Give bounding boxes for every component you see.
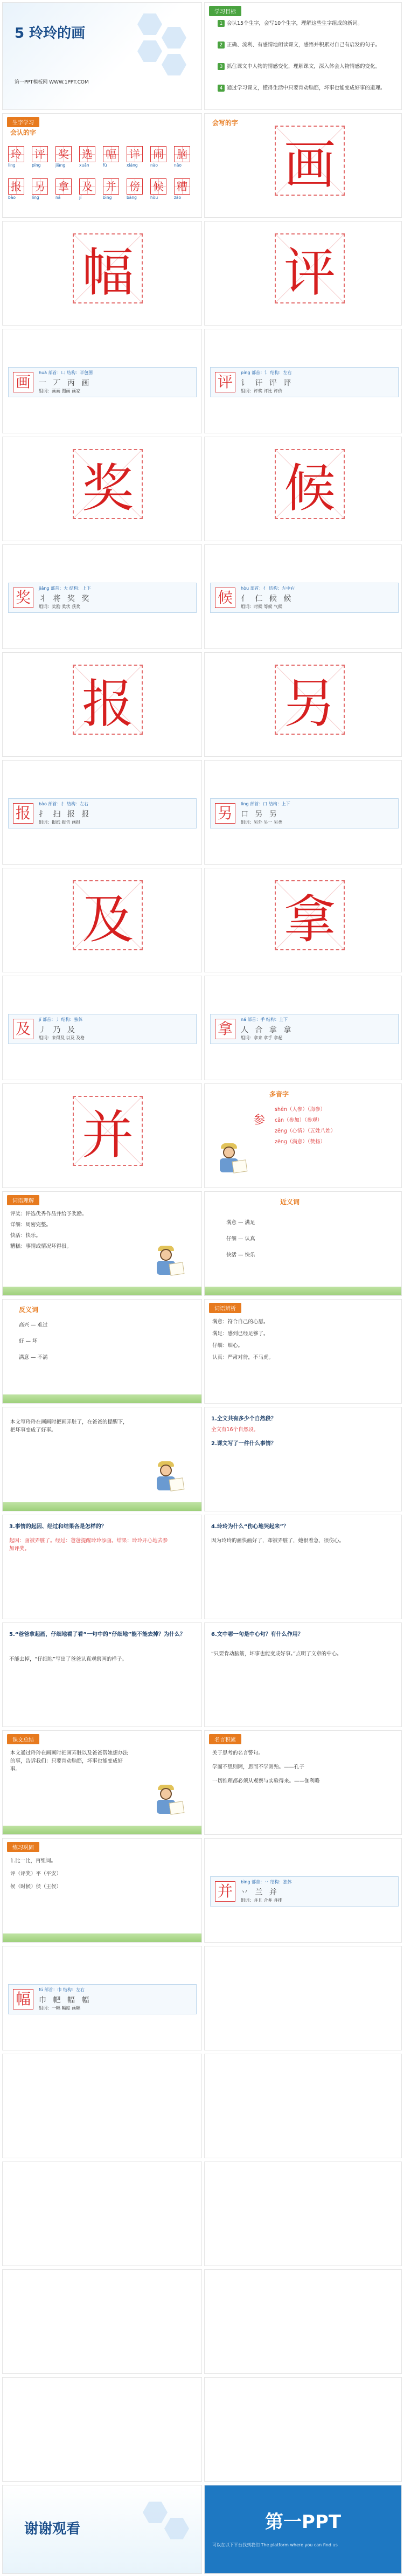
polyphone-char: 参 xyxy=(253,1114,266,1127)
slide-antonyms xyxy=(2,1299,202,1404)
pinyin: hòu xyxy=(150,195,158,200)
slide-blank xyxy=(2,2269,202,2374)
answer-text: “只要肯动脑筋，坏事也能变成好事。”点明了文章的中心。 xyxy=(211,1651,342,1657)
goal-item: 4 通过学习课文，懂得生活中只要肯动脑筋，坏事也能变成好事的道理。 xyxy=(218,85,390,92)
stroke-char: 评 xyxy=(215,372,235,392)
stroke-char: 拿 xyxy=(215,1019,235,1039)
stroke-char: 幅 xyxy=(13,1989,33,2009)
pinyin: zāo xyxy=(174,195,182,200)
stroke-char: 奖 xyxy=(13,588,33,608)
answer-text: 起因：画被弄脏了。经过：爸爸提醒玲玲添画。结果：玲玲开心地去参加评奖。 xyxy=(9,1538,168,1552)
grass-decoration xyxy=(3,1826,201,1834)
explain-line: 满意：符合自己的心愿。 xyxy=(212,1319,269,1325)
stroke-words: 组词：并且 合并 并排 xyxy=(241,1898,283,1903)
stroke-card xyxy=(210,1876,399,1907)
stroke-card xyxy=(8,1014,197,1044)
section-tag: 名言积累 xyxy=(209,1734,241,1744)
slide-stroke-order xyxy=(204,544,402,649)
slide-big-char xyxy=(2,437,202,541)
stroke-char: 并 xyxy=(215,1881,235,1902)
section-label: 会写的字 xyxy=(212,119,239,127)
slide-blank xyxy=(204,2269,402,2374)
big-char: 奖 xyxy=(73,449,143,519)
stroke-card xyxy=(210,583,399,613)
big-char: 幅 xyxy=(73,233,143,303)
vocab-line: 糟糕：事情或情况坏得很。 xyxy=(10,1244,72,1249)
polyphone-line: zēng（满意）（赞扬） xyxy=(275,1139,326,1145)
slide-big-char xyxy=(2,652,202,757)
stroke-meta: lìng 部首：口 结构：上下 xyxy=(241,802,290,806)
grass-decoration xyxy=(3,1502,201,1511)
answer-text: 全文有16个自然段。 xyxy=(211,1427,259,1433)
stroke-card xyxy=(8,1984,197,2014)
pinyin: nǎo xyxy=(174,163,182,168)
stroke-card xyxy=(210,367,399,397)
slide-stroke-order xyxy=(2,544,202,649)
slide-famous xyxy=(204,1730,402,1835)
stroke-meta: huà 部首：凵 结构：半包围 xyxy=(39,370,93,375)
famous-line: 关于思考的名言警句。 xyxy=(212,1750,264,1756)
section-label: 多音字 xyxy=(269,1090,289,1098)
stroke-words: 组词：一幅 幅度 画幅 xyxy=(39,2006,81,2011)
slide-stroke-order xyxy=(2,329,202,433)
pinyin: jí xyxy=(79,195,82,200)
stroke-card xyxy=(210,798,399,828)
slide-cover xyxy=(2,2,202,110)
stroke-meta: hòu 部首：亻 结构：左中右 xyxy=(241,586,295,591)
slide-big-char xyxy=(204,437,402,541)
explain-line: 认真：严肃对待，不马虎。 xyxy=(212,1355,274,1360)
practice-line: 候（时候）侯（王侯） xyxy=(10,1884,62,1890)
hexagon-decoration xyxy=(164,2518,189,2539)
child-illustration xyxy=(148,1461,186,1499)
slide-blank xyxy=(2,2377,202,2482)
explain-line: 仔细：细心。 xyxy=(212,1343,243,1349)
answer-text: 因为玲玲的画快画好了，却被弄脏了，她很着急，很伤心。 xyxy=(211,1538,345,1544)
slide-stroke-order xyxy=(2,760,202,865)
brand-text: 第一PPT模板网 WWW.1PPT.COM xyxy=(15,80,89,85)
stroke-words: 组词：评奖 评比 评价 xyxy=(241,389,283,393)
goal-item: 2 正确、流利、有感情地朗读课文，感悟并积累对自己有启发的句子。 xyxy=(218,42,390,49)
slide-big-char xyxy=(2,868,202,972)
pinyin: bàng xyxy=(127,195,137,200)
stroke-sequence: 丷 兰 并 xyxy=(241,1888,279,1897)
stroke-card xyxy=(8,583,197,613)
answer-text: 不能去掉，“仔细地”写出了爸爸认真观察画的样子。 xyxy=(9,1656,127,1662)
question-text: 3.事情的起因、经过和结果各是怎样的？ xyxy=(9,1524,107,1530)
section-label: 会认的字 xyxy=(10,129,37,136)
char-row xyxy=(8,178,197,200)
section-tag: 学习目标 xyxy=(209,6,241,16)
slide-question xyxy=(204,1622,402,1727)
slide-big-char xyxy=(2,1083,202,1188)
famous-line: 一切推理都必须从观察与实验得来。——伽利略 xyxy=(212,1778,320,1784)
hexagon-decoration xyxy=(143,2502,168,2523)
pinyin: ná xyxy=(55,195,61,200)
slide-blank xyxy=(204,2054,402,2158)
question-text: 6.文中哪一句是中心句？有什么作用？ xyxy=(211,1632,303,1638)
practice-line: 1.比一比，再组词。 xyxy=(10,1858,57,1864)
slide-blank xyxy=(2,2161,202,2266)
section-tag: 词语辨析 xyxy=(209,1303,241,1313)
child-illustration xyxy=(148,1785,186,1822)
char-box: 拿 xyxy=(55,178,72,195)
summary-text: 本文通过玲玲在画画时把画弄脏以及爸爸帮她想办法的事，告诉我们：只要肯动脑筋，坏事也能变成好事。 xyxy=(10,1750,128,1772)
goal-item: 3 抓住课文中人物的情感变化，理解课文，深入体会人物情感的变化。 xyxy=(218,63,390,71)
grass-decoration xyxy=(3,1933,201,1942)
question-text: 1.全文共有多少个自然段？ xyxy=(211,1416,276,1422)
question-text: 2.课文写了一件什么事情？ xyxy=(211,1441,276,1447)
slide-stroke-order xyxy=(2,976,202,1080)
stroke-meta: jiǎng 部首：大 结构：上下 xyxy=(39,586,91,591)
slide-synonyms xyxy=(204,1191,402,1296)
big-char: 另 xyxy=(275,665,345,735)
slide-question xyxy=(204,1407,402,1511)
big-char: 候 xyxy=(275,449,345,519)
stroke-words: 组词：拿来 拿手 拿起 xyxy=(241,1035,283,1040)
slide-brand xyxy=(204,2485,402,2574)
pinyin: nào xyxy=(150,163,158,168)
page-title: 5 玲玲的画 xyxy=(15,25,86,42)
stroke-words: 组词：另外 另一 另类 xyxy=(241,820,283,825)
answer-text: 本文写玲玲在画画时把画弄脏了，在爸爸的提醒下，把坏事变成了好事。 xyxy=(10,1419,128,1433)
slide-stroke-order xyxy=(2,1946,202,2050)
slide-big-char xyxy=(204,221,402,326)
stroke-card xyxy=(8,367,197,397)
slide-word-compare xyxy=(204,1299,402,1404)
pinyin: fú xyxy=(103,163,107,168)
slide-question xyxy=(2,1407,202,1511)
slide-stroke-order xyxy=(204,976,402,1080)
stroke-char: 画 xyxy=(13,372,33,392)
stroke-char: 另 xyxy=(215,803,235,824)
slide-vocab xyxy=(2,1191,202,1296)
char-box: 闹 xyxy=(150,146,166,162)
stroke-sequence: 丿 乃 及 xyxy=(39,1026,77,1034)
slide-write xyxy=(204,113,402,218)
goal-item: 1 会认15个生字，会写10个生字，理解这些生字组成的新词。 xyxy=(218,20,390,27)
stroke-words: 组词：时候 等候 气候 xyxy=(241,604,283,609)
char-box: 详 xyxy=(127,146,143,162)
grass-decoration xyxy=(3,1287,201,1295)
synonym-line: 快活 — 快乐 xyxy=(226,1252,255,1258)
thanks-text: 谢谢观看 xyxy=(24,2521,81,2537)
char-box: 玲 xyxy=(8,146,24,162)
stroke-char: 候 xyxy=(215,588,235,608)
stroke-meta: jí 部首：丿 结构：独体 xyxy=(39,1017,83,1022)
slide-big-char xyxy=(2,221,202,326)
stroke-words: 组词：报纸 报告 画报 xyxy=(39,820,81,825)
brand-subtext: 可以在以下平台找到我们 The platform where you can find us xyxy=(212,2543,338,2547)
pinyin: bào xyxy=(8,195,16,200)
char-box: 另 xyxy=(32,178,48,195)
char-box: 评 xyxy=(32,146,48,162)
pinyin: bìng xyxy=(103,195,112,200)
stroke-meta: ná 部首：手 结构：上下 xyxy=(241,1017,288,1022)
slide-stroke-order xyxy=(204,329,402,433)
child-illustration xyxy=(148,1246,186,1283)
slide-blank xyxy=(2,2054,202,2158)
stroke-sequence: 亻 仁 候 候 xyxy=(241,595,294,603)
polyphone-line: zēng（心情）（五姓八姓） xyxy=(275,1128,336,1134)
section-label: 反义词 xyxy=(19,1306,39,1314)
stroke-char: 报 xyxy=(13,803,33,824)
char-box: 报 xyxy=(8,178,24,195)
stroke-sequence: 丬 将 奖 奖 xyxy=(39,595,92,603)
char-box: 幅 xyxy=(103,146,119,162)
pinyin: xuǎn xyxy=(79,163,89,168)
vocab-line: 详细：周密完整。 xyxy=(10,1222,52,1228)
synonym-line: 仔细 — 认真 xyxy=(226,1236,255,1242)
grass-decoration xyxy=(205,1287,401,1295)
section-label: 近义词 xyxy=(280,1198,300,1206)
stroke-sequence: 一 丆 丙 画 xyxy=(39,379,92,388)
char-box: 并 xyxy=(103,178,119,195)
stroke-char: 及 xyxy=(13,1019,33,1039)
slide-blank xyxy=(204,2161,402,2266)
char-box: 及 xyxy=(79,178,95,195)
polyphone-line: cān（参加）（参观） xyxy=(275,1117,323,1123)
famous-line: 学而不思则罔，思而不学则殆。——孔子 xyxy=(212,1764,305,1770)
brand-logo: 第一PPT xyxy=(264,2511,342,2533)
slide-big-char xyxy=(204,868,402,972)
slide-blank xyxy=(204,1946,402,2050)
synonym-line: 满意 — 满足 xyxy=(226,1220,255,1226)
section-tag: 课文总结 xyxy=(7,1734,39,1744)
slide-polyphone xyxy=(204,1083,402,1188)
char-box: 脑 xyxy=(174,146,190,162)
stroke-sequence: 扌 扫 报 报 xyxy=(39,810,92,819)
stroke-words: 组词：画画 图画 画家 xyxy=(39,389,81,393)
slide-stroke-order xyxy=(204,760,402,865)
section-tag: 练习巩固 xyxy=(7,1842,39,1852)
vocab-line: 评奖：评选优秀作品并给予奖励。 xyxy=(10,1211,87,1217)
stroke-sequence: 人 合 拿 拿 xyxy=(241,1026,294,1034)
slide-big-char xyxy=(204,652,402,757)
stroke-sequence: 讠 讦 评 评 xyxy=(241,379,294,388)
char-row xyxy=(8,146,197,168)
explain-line: 满足：感到已经足够了。 xyxy=(212,1331,269,1337)
vocab-line: 快活：快乐。 xyxy=(10,1233,41,1239)
stroke-words: 组词：奖励 奖状 获奖 xyxy=(39,604,81,609)
polyphone-line: shēn（人参）（海参） xyxy=(275,1107,326,1113)
slide-blank xyxy=(204,2377,402,2482)
pinyin: lìng xyxy=(32,195,39,200)
big-char: 拿 xyxy=(275,880,345,950)
pinyin: píng xyxy=(32,163,41,168)
slide-question xyxy=(2,1515,202,1619)
stroke-sequence: 巾 帊 幅 幅 xyxy=(39,1996,92,2005)
char-box: 候 xyxy=(150,178,166,195)
slide-question xyxy=(204,1515,402,1619)
stroke-meta: bìng 部首：丷 结构：独体 xyxy=(241,1880,292,1884)
pinyin: jiǎng xyxy=(55,163,66,168)
big-char: 及 xyxy=(73,880,143,950)
char-box: 选 xyxy=(79,146,95,162)
question-text: 5.“爸爸拿起画，仔细地看了看”一句中的“仔细地”能不能去掉？为什么？ xyxy=(9,1632,186,1638)
grass-decoration xyxy=(3,1394,201,1403)
big-char: 并 xyxy=(73,1096,143,1166)
stroke-meta: píng 部首：讠 结构：左右 xyxy=(241,370,292,375)
antonym-line: 高兴 — 难过 xyxy=(19,1322,48,1328)
antonym-line: 满意 — 不满 xyxy=(19,1355,48,1360)
stroke-card xyxy=(8,798,197,828)
char-box: 奖 xyxy=(55,146,72,162)
big-char: 报 xyxy=(73,665,143,735)
stroke-meta: bào 部首：扌 结构：左右 xyxy=(39,802,88,806)
section-tag: 词语理解 xyxy=(7,1195,39,1205)
antonym-line: 好 — 坏 xyxy=(19,1338,38,1344)
pinyin: líng xyxy=(8,163,16,168)
stroke-card xyxy=(210,1014,399,1044)
section-tag: 生字学习 xyxy=(7,117,39,127)
slide-goals xyxy=(204,2,402,110)
slide-summary xyxy=(2,1730,202,1835)
child-illustration xyxy=(211,1143,249,1181)
practice-line: 评（评奖）平（平安） xyxy=(10,1871,62,1877)
big-char: 评 xyxy=(275,233,345,303)
slide-ending xyxy=(2,2485,202,2574)
char-box: 糟 xyxy=(174,178,190,195)
big-char: 画 xyxy=(275,126,345,196)
slide-question xyxy=(2,1622,202,1727)
question-text: 4.玲玲为什么“伤心地哭起来”？ xyxy=(211,1524,289,1530)
slide-recognize xyxy=(2,113,202,218)
slide-practice xyxy=(2,1838,202,1943)
stroke-sequence: 口 另 另 xyxy=(241,810,279,819)
pinyin: xiáng xyxy=(127,163,138,168)
stroke-meta: fú 部首：巾 结构：左右 xyxy=(39,1987,85,1992)
char-box: 傍 xyxy=(127,178,143,195)
slide-stroke-order xyxy=(204,1838,402,1943)
stroke-words: 组词：来得及 以及 及格 xyxy=(39,1035,85,1040)
